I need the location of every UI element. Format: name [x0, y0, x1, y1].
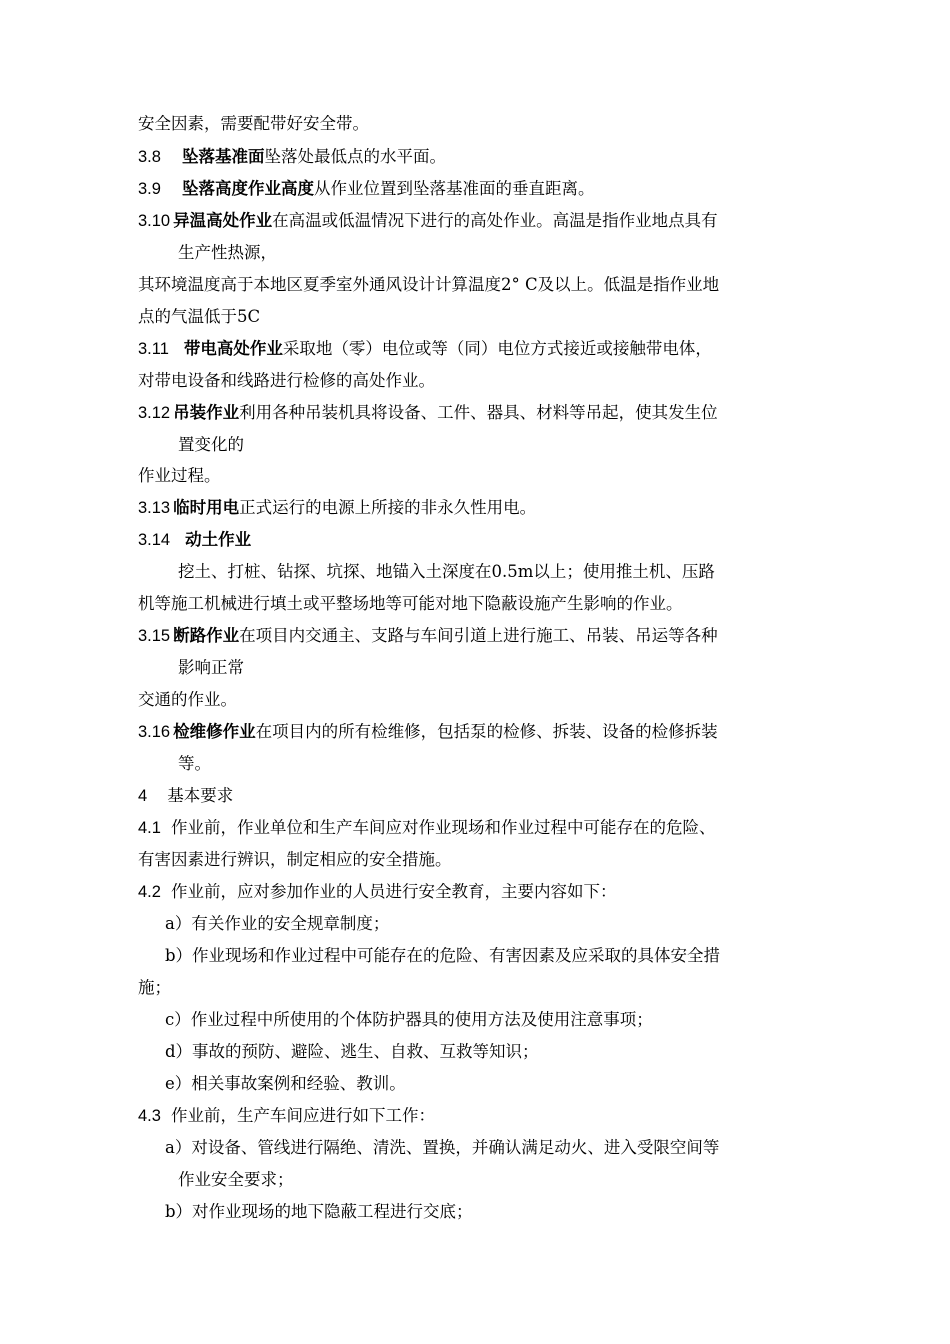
definition-text: 在高温或低温情况下进行的高处作业。高温是指作业地点具有 — [272, 211, 718, 230]
definition-text: 从作业位置到坠落基准面的垂直距离。 — [313, 179, 595, 198]
definition-3-15 — [138, 626, 718, 646]
defined-term: 坠落基准面 — [181, 147, 265, 166]
section-number: 3.11 — [138, 340, 169, 358]
paragraph-line: 作业过程。 — [138, 466, 221, 485]
paragraph-line: 安全因素，需要配带好安全带。 — [138, 114, 369, 133]
paragraph-line: 置变化的 — [178, 435, 244, 454]
section-number: 3.14 — [138, 531, 171, 549]
paragraph-line: 机等施工机械进行填土或平整场地等可能对地下隐蔽设施产生影响的作业。 — [138, 594, 683, 613]
list-item: c）作业过程中所使用的个体防护器具的使用方法及使用注意事项； — [165, 1010, 653, 1029]
paragraph-line: 等。 — [178, 754, 211, 773]
paragraph-line: 交通的作业。 — [138, 690, 237, 709]
clause-4-3 — [138, 1106, 435, 1126]
defined-term: 检维修作业 — [173, 722, 256, 741]
defined-term: 坠落高度作业高度 — [181, 179, 314, 198]
defined-term: 动土作业 — [185, 530, 252, 549]
section-number: 4.2 — [138, 883, 161, 901]
definition-text: 正式运行的电源上所接的非永久性用电。 — [239, 498, 537, 517]
section-number: 3.13 — [138, 499, 171, 517]
definition-3-14 — [138, 530, 251, 550]
list-item: a）有关作业的安全规章制度； — [165, 914, 390, 933]
definition-text: 在项目内的所有检维修，包括泵的检修、拆装、设备的检修拆装 — [255, 722, 718, 741]
list-item: d）事故的预防、避险、逃生、自救、互救等知识； — [165, 1042, 539, 1061]
section-number: 3.16 — [138, 723, 171, 741]
section-heading-4 — [138, 786, 233, 806]
definition-3-12 — [138, 403, 718, 423]
clause-text: 作业前，应对参加作业的人员进行安全教育，主要内容如下： — [170, 882, 617, 901]
list-item: b）对作业现场的地下隐蔽工程进行交底； — [165, 1202, 473, 1221]
section-number: 3.9 — [138, 180, 161, 198]
section-number: 3.12 — [138, 404, 171, 422]
definition-3-16 — [138, 722, 718, 742]
definition-3-10 — [138, 211, 718, 231]
paragraph-line: 点的气温低于5C — [138, 307, 261, 326]
definition-text: 在项目内交通主、支路与车间引道上进行施工、吊装、吊运等各种 — [239, 626, 718, 645]
definition-3-9 — [138, 179, 594, 199]
section-number: 4.1 — [138, 819, 161, 837]
definition-text: 利用各种吊装机具将设备、工件、器具、材料等吊起，使其发生位 — [239, 403, 718, 422]
paragraph-line: 对带电设备和线路进行检修的高处作业。 — [138, 371, 435, 390]
paragraph-line: 施； — [138, 978, 171, 997]
definition-3-8 — [138, 147, 446, 167]
clause-text: 作业前，作业单位和生产车间应对作业现场和作业过程中可能存在的危险、 — [170, 818, 716, 837]
paragraph-line: 其环境温度高于本地区夏季室外通风设计计算温度2° C及以上。低温是指作业地 — [138, 275, 720, 294]
defined-term: 断路作业 — [173, 626, 240, 645]
list-item: b）作业现场和作业过程中可能存在的危险、有害因素及应采取的具体安全措 — [165, 946, 721, 965]
list-item: e）相关事故案例和经验、教训。 — [165, 1074, 406, 1093]
section-title: 基本要求 — [167, 786, 234, 805]
clause-4-2 — [138, 882, 616, 902]
definition-3-11 — [138, 339, 712, 359]
list-item: a）对设备、管线进行隔绝、清洗、置换，并确认满足动火、进入受限空间等 — [165, 1138, 720, 1157]
clause-text: 作业前，生产车间应进行如下工作： — [170, 1106, 435, 1125]
section-number: 4.3 — [138, 1107, 161, 1125]
section-number: 3.8 — [138, 148, 161, 166]
section-number: 3.10 — [138, 212, 171, 230]
section-number: 3.15 — [138, 627, 171, 645]
paragraph-line: 影响正常 — [178, 658, 244, 677]
defined-term: 带电高处作业 — [183, 339, 283, 358]
paragraph-line: 生产性热源， — [178, 243, 277, 262]
defined-term: 临时用电 — [173, 498, 240, 517]
definition-text: 采取地（零）电位或等（同）电位方式接近或接触带电体， — [282, 339, 712, 358]
defined-term: 异温高处作业 — [173, 211, 273, 230]
paragraph-line: 挖土、打桩、钻探、坑探、地锚入土深度在0.5m以上；使用推土机、压路 — [178, 562, 715, 581]
clause-4-1 — [138, 818, 715, 838]
paragraph-line: 作业安全要求； — [178, 1170, 294, 1189]
section-number: 4 — [138, 787, 148, 805]
defined-term: 吊装作业 — [173, 403, 240, 422]
paragraph-line: 有害因素进行辨识，制定相应的安全措施。 — [138, 850, 452, 869]
definition-text: 坠落处最低点的水平面。 — [264, 147, 446, 166]
definition-3-13 — [138, 498, 536, 518]
